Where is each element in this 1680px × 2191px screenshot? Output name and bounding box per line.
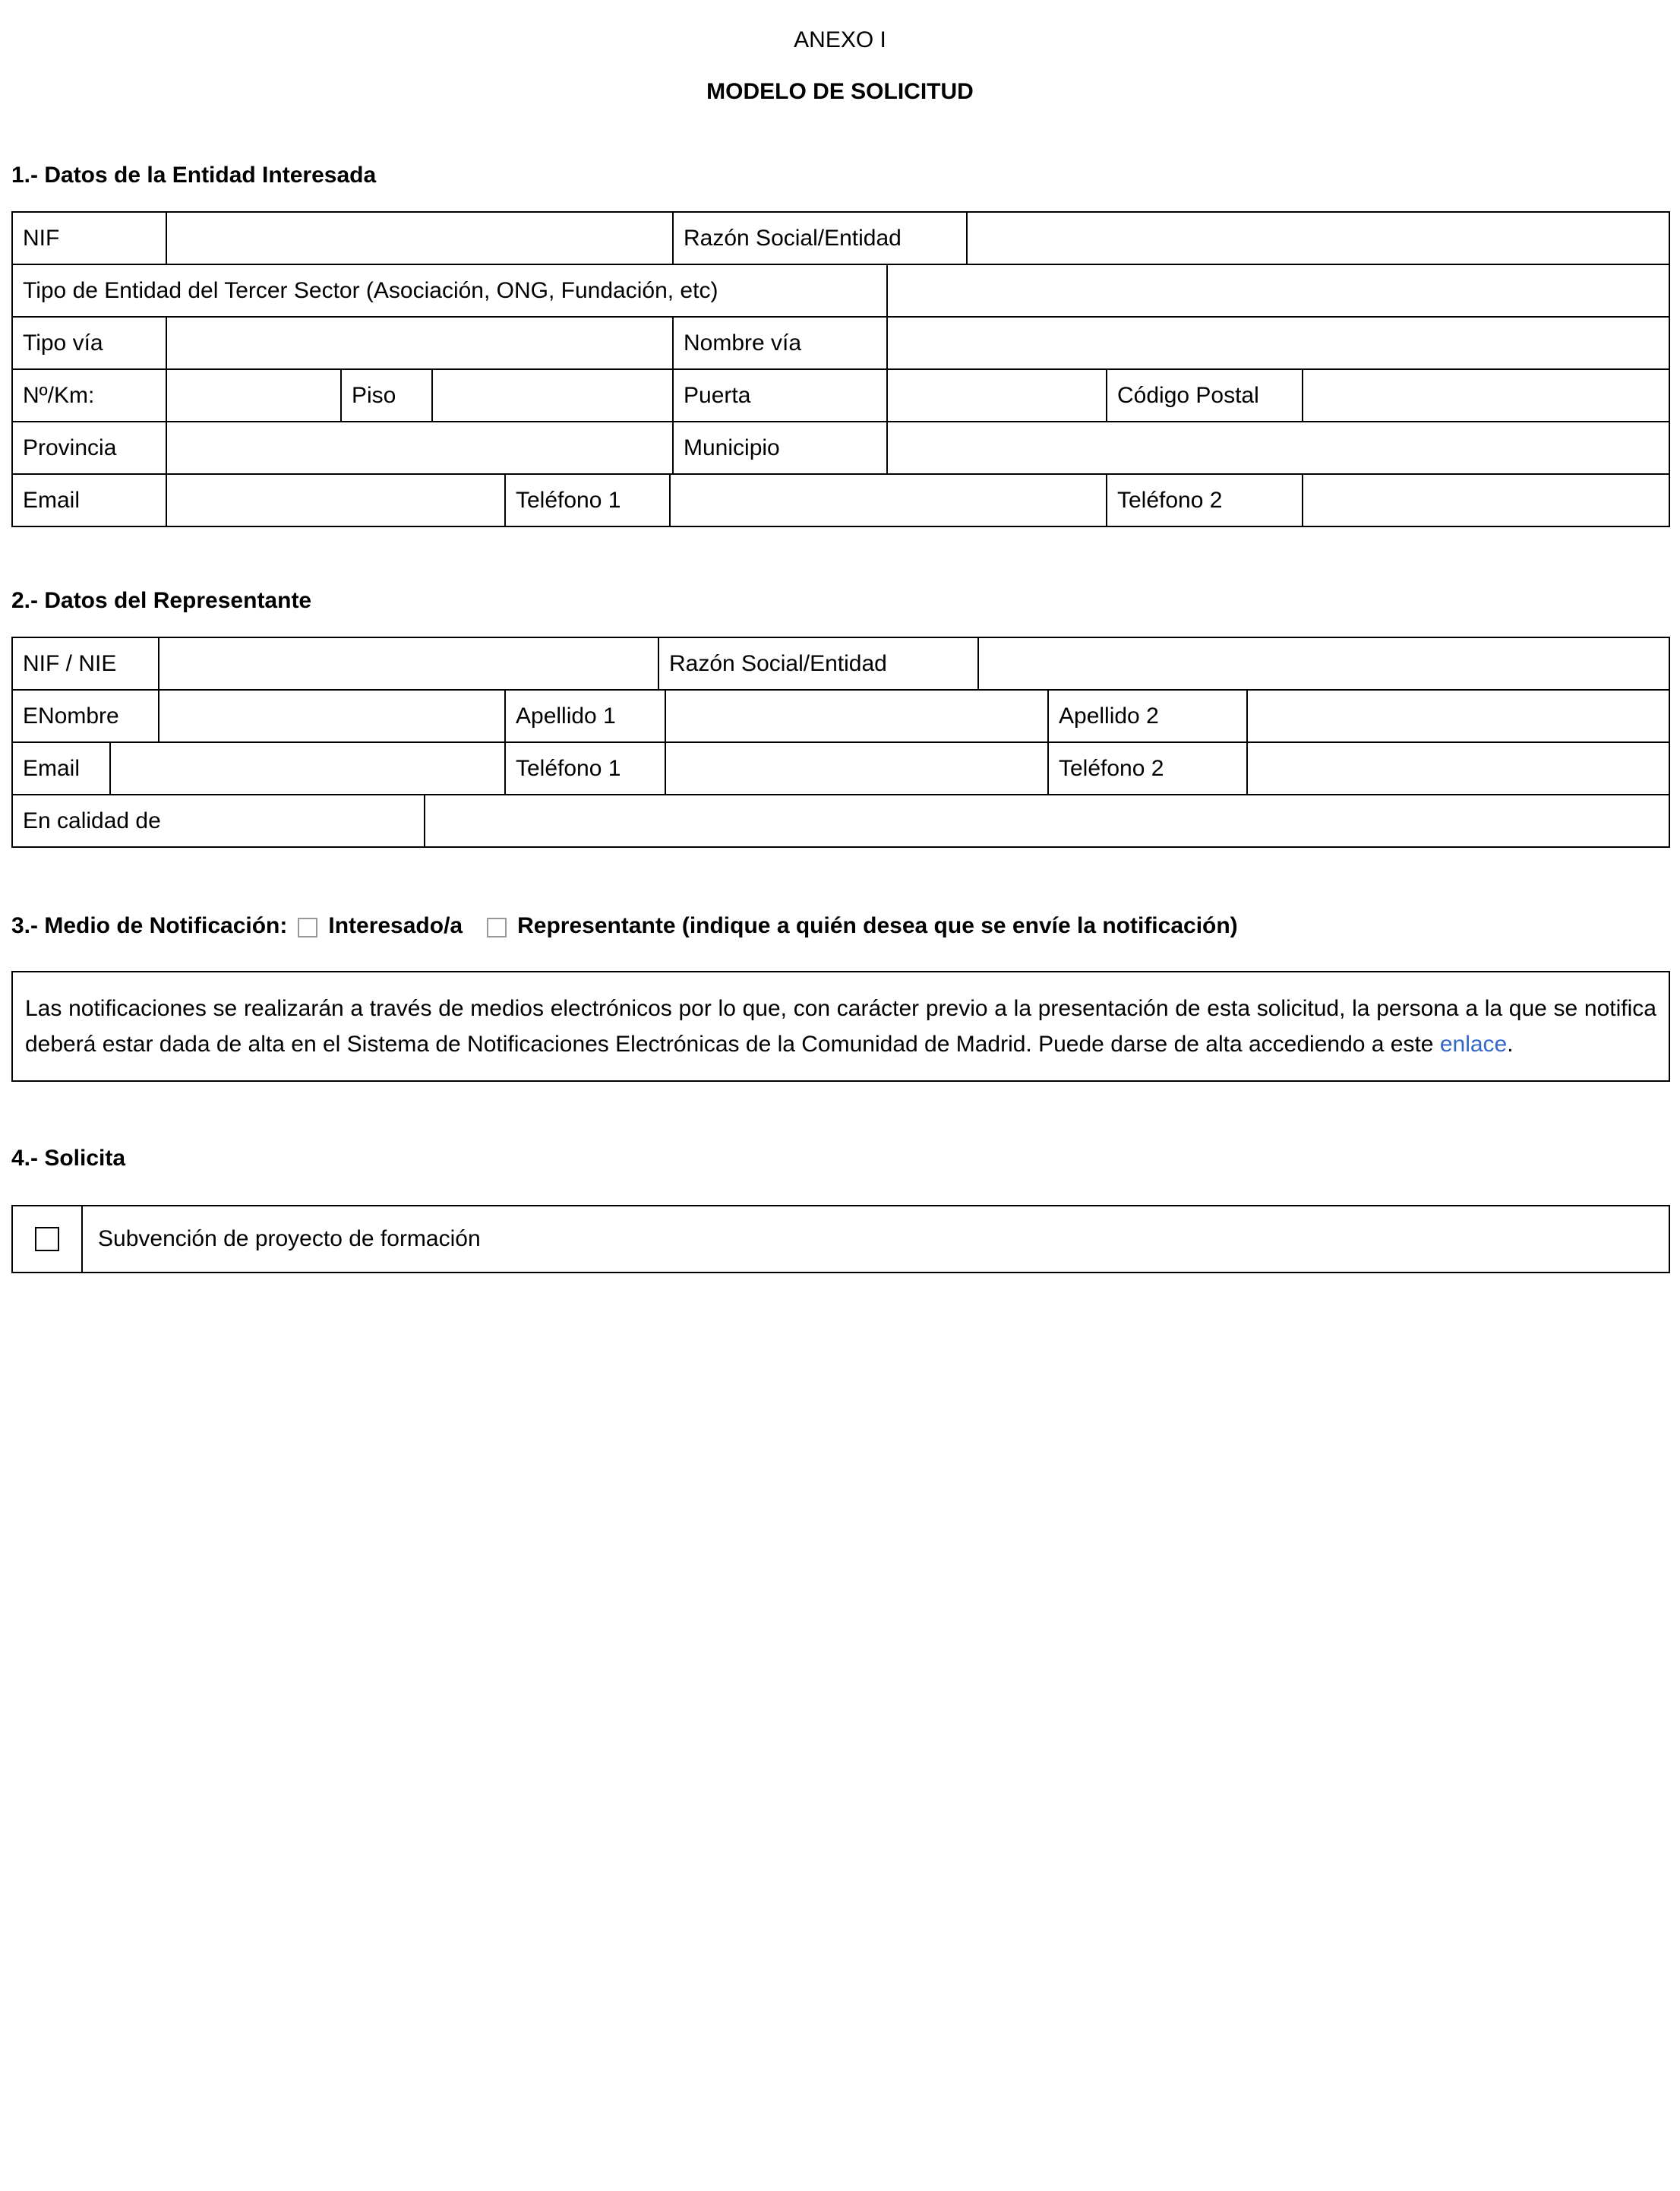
nif-nie-input-cell[interactable] bbox=[159, 638, 659, 691]
document-title: ANEXO I bbox=[794, 27, 886, 52]
table-row bbox=[13, 795, 1670, 848]
table-row bbox=[13, 691, 1670, 743]
telefono2-input-cell[interactable] bbox=[1303, 475, 1670, 527]
field-label-nif: NIF bbox=[13, 213, 167, 265]
field-label-telefono2: Teléfono 2 bbox=[1107, 475, 1303, 527]
field-label-nombre: ENombre bbox=[13, 691, 159, 743]
nombre-via-input-cell[interactable] bbox=[888, 318, 1670, 370]
email-input-cell[interactable] bbox=[167, 475, 506, 527]
field-label-tipo-via: Tipo vía bbox=[13, 318, 167, 370]
solicita-option-label: Subvención de proyecto de formación bbox=[83, 1206, 1670, 1273]
representative-data-table bbox=[11, 637, 1670, 848]
field-label-tipo-entidad-text: Tipo de Entidad del Tercer Sector (Asociación, ONG, Fundación, etc) bbox=[23, 278, 718, 303]
table-row bbox=[13, 213, 1670, 265]
entity-data-table bbox=[11, 211, 1670, 527]
table-row bbox=[13, 265, 1670, 318]
document-subtitle: MODELO DE SOLICITUD bbox=[706, 79, 974, 104]
email-rep-input-cell[interactable] bbox=[111, 743, 506, 795]
num-km-input-cell[interactable] bbox=[167, 370, 342, 422]
field-label-email: Email bbox=[13, 475, 167, 527]
section3-heading-row bbox=[11, 913, 1669, 939]
provincia-input-cell[interactable] bbox=[167, 422, 674, 475]
representante-checkbox[interactable] bbox=[487, 918, 507, 937]
field-label-telefono2-rep: Teléfono 2 bbox=[1049, 743, 1248, 795]
field-label-telefono1-rep: Teléfono 1 bbox=[506, 743, 666, 795]
field-label-apellido2: Apellido 2 bbox=[1049, 691, 1248, 743]
nombre-input-cell[interactable] bbox=[159, 691, 506, 743]
tipo-entidad-input-cell[interactable] bbox=[888, 265, 1670, 318]
table-row bbox=[13, 422, 1670, 475]
municipio-input-cell[interactable] bbox=[888, 422, 1670, 475]
field-label-piso: Piso bbox=[342, 370, 433, 422]
option-representante-label: Representante (indique a quién desea que se envíe la notificación) bbox=[517, 913, 1238, 938]
solicita-checkbox-cell bbox=[13, 1206, 83, 1273]
table-row bbox=[13, 1206, 1670, 1273]
notice-text: Las notificaciones se realizarán a través de medios electrónicos por lo que, con carácter previo a la presentación de esta solicitud, la persona a la que se notifica deberá estar dada de alta en el Sistema de Notificaciones Electrónicas de la Comunidad de Madrid. Puede darse de alta accediendo a este bbox=[25, 996, 1656, 1057]
field-label-apellido1: Apellido 1 bbox=[506, 691, 666, 743]
field-label-razon-social: Razón Social/Entidad bbox=[674, 213, 968, 265]
codigo-postal-input-cell[interactable] bbox=[1303, 370, 1670, 422]
field-label-razon-social-rep: Razón Social/Entidad bbox=[659, 638, 979, 691]
razon-social-rep-input-cell[interactable] bbox=[979, 638, 1670, 691]
field-label-nif-nie: NIF / NIE bbox=[13, 638, 159, 691]
puerta-input-cell[interactable] bbox=[888, 370, 1107, 422]
field-label-tipo-entidad bbox=[13, 265, 888, 318]
field-label-email-rep: Email bbox=[13, 743, 111, 795]
razon-social-input-cell[interactable] bbox=[968, 213, 1670, 265]
field-label-municipio: Municipio bbox=[674, 422, 888, 475]
solicita-option-table bbox=[11, 1205, 1670, 1273]
apellido1-input-cell[interactable] bbox=[666, 691, 1049, 743]
en-calidad-de-input-cell[interactable] bbox=[425, 795, 1670, 848]
piso-input-cell[interactable] bbox=[433, 370, 674, 422]
field-label-telefono1: Teléfono 1 bbox=[506, 475, 671, 527]
field-label-en-calidad-de: En calidad de bbox=[13, 795, 425, 848]
telefono1-rep-input-cell[interactable] bbox=[666, 743, 1049, 795]
section4-heading: 4.- Solicita bbox=[11, 1146, 126, 1171]
field-label-nombre-via: Nombre vía bbox=[674, 318, 888, 370]
section2-heading: 2.- Datos del Representante bbox=[11, 588, 312, 613]
field-label-num-km: Nº/Km: bbox=[13, 370, 167, 422]
table-row bbox=[13, 370, 1670, 422]
section3-heading: 3.- Medio de Notificación: bbox=[11, 913, 288, 938]
option-interesado-label: Interesado/a bbox=[328, 913, 463, 938]
section1-heading: 1.- Datos de la Entidad Interesada bbox=[11, 163, 377, 188]
table-row bbox=[13, 318, 1670, 370]
interesado-checkbox[interactable] bbox=[298, 918, 317, 937]
field-label-puerta: Puerta bbox=[674, 370, 888, 422]
notice-text-end: . bbox=[1507, 1032, 1514, 1057]
table-row bbox=[13, 475, 1670, 527]
nif-input-cell[interactable] bbox=[167, 213, 674, 265]
table-row bbox=[13, 638, 1670, 691]
field-label-codigo-postal: Código Postal bbox=[1107, 370, 1303, 422]
table-row bbox=[13, 743, 1670, 795]
telefono2-rep-input-cell[interactable] bbox=[1248, 743, 1670, 795]
tipo-via-input-cell[interactable] bbox=[167, 318, 674, 370]
apellido2-input-cell[interactable] bbox=[1248, 691, 1670, 743]
notification-notice-box bbox=[11, 971, 1670, 1082]
telefono1-input-cell[interactable] bbox=[671, 475, 1107, 527]
field-label-provincia: Provincia bbox=[13, 422, 167, 475]
enlace-link[interactable]: enlace bbox=[1439, 1032, 1508, 1057]
solicita-checkbox[interactable] bbox=[35, 1227, 59, 1251]
